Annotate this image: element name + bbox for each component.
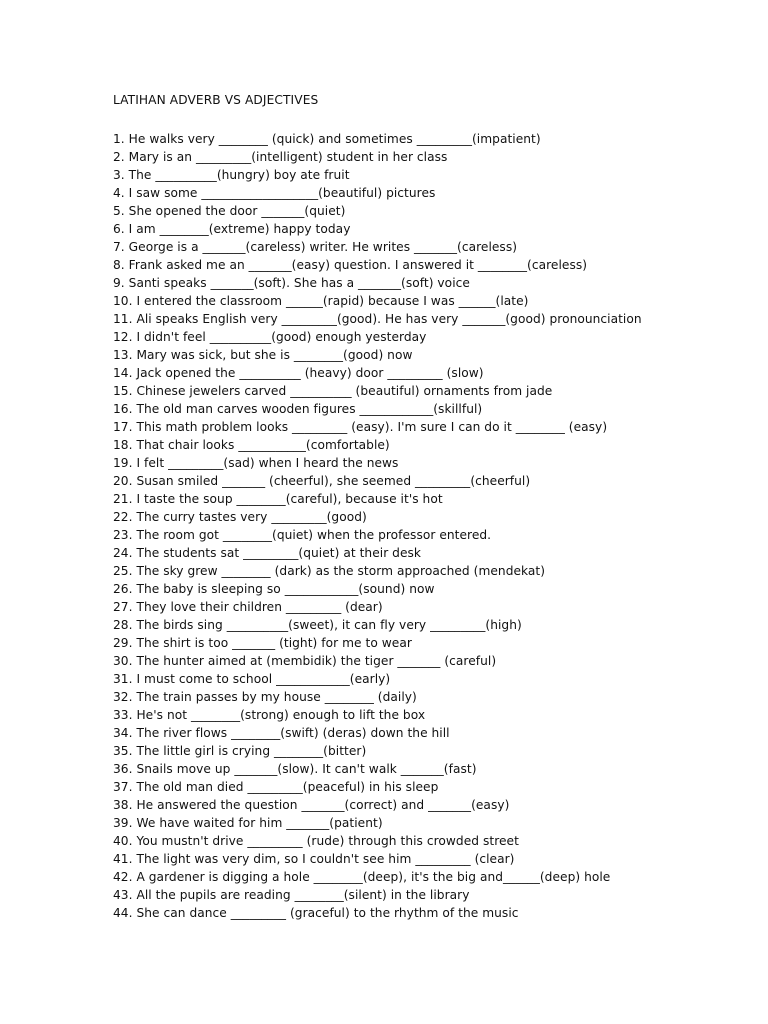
exercise-item: 18. That chair looks ___________(comfortable) <box>113 438 390 452</box>
exercise-item: 36. Snails move up _______(slow). It can't walk _______(fast) <box>113 762 477 776</box>
exercise-item: 5. She opened the door _______(quiet) <box>113 204 346 218</box>
exercise-item: 34. The river flows ________(swift) (deras) down the hill <box>113 726 450 740</box>
exercise-item: 41. The light was very dim, so I couldn't see him _________ (clear) <box>113 852 515 866</box>
exercise-item: 19. I felt _________(sad) when I heard the news <box>113 456 399 470</box>
exercise-item: 23. The room got ________(quiet) when the professor entered. <box>113 528 492 542</box>
exercise-item: 16. The old man carves wooden figures ____________(skillful) <box>113 402 483 416</box>
exercise-item: 35. The little girl is crying ________(bitter) <box>113 744 367 758</box>
exercise-item: 29. The shirt is too _______ (tight) for me to wear <box>113 636 412 650</box>
exercise-item: 27. They love their children _________ (dear) <box>113 600 383 614</box>
exercise-item: 24. The students sat _________(quiet) at their desk <box>113 546 422 560</box>
exercise-item: 3. The __________(hungry) boy ate fruit <box>113 168 350 182</box>
exercise-item: 10. I entered the classroom ______(rapid) because I was ______(late) <box>113 294 529 308</box>
exercise-item: 31. I must come to school ____________(early) <box>113 672 391 686</box>
worksheet-title: LATIHAN ADVERB VS ADJECTIVES <box>113 93 319 107</box>
exercise-item: 13. Mary was sick, but she is ________(good) now <box>113 348 413 362</box>
exercise-item: 2. Mary is an _________(intelligent) student in her class <box>113 150 448 164</box>
exercise-item: 8. Frank asked me an _______(easy) question. I answered it ________(careless) <box>113 258 588 272</box>
exercise-item: 33. He's not ________(strong) enough to lift the box <box>113 708 426 722</box>
exercise-item: 17. This math problem looks _________ (easy). I'm sure I can do it ________ (easy) <box>113 420 608 434</box>
exercise-item: 20. Susan smiled _______ (cheerful), she seemed _________(cheerful) <box>113 474 531 488</box>
exercise-item: 11. Ali speaks English very _________(good). He has very _______(good) pronounciation <box>113 312 642 326</box>
exercise-item: 30. The hunter aimed at (membidik) the tiger _______ (careful) <box>113 654 497 668</box>
exercise-item: 12. I didn't feel __________(good) enough yesterday <box>113 330 427 344</box>
exercise-item: 39. We have waited for him _______(patient) <box>113 816 383 830</box>
exercise-item: 21. I taste the soup ________(careful), because it's hot <box>113 492 443 506</box>
exercise-item: 1. He walks very ________ (quick) and sometimes _________(impatient) <box>113 132 541 146</box>
exercise-item: 43. All the pupils are reading ________(silent) in the library <box>113 888 470 902</box>
exercise-item: 37. The old man died _________(peaceful) in his sleep <box>113 780 439 794</box>
exercise-item: 32. The train passes by my house ________ (daily) <box>113 690 417 704</box>
exercise-item: 15. Chinese jewelers carved __________ (beautiful) ornaments from jade <box>113 384 553 398</box>
exercise-item: 38. He answered the question _______(correct) and _______(easy) <box>113 798 510 812</box>
exercise-item: 14. Jack opened the __________ (heavy) door _________ (slow) <box>113 366 484 380</box>
exercise-item: 44. She can dance _________ (graceful) to the rhythm of the music <box>113 906 519 920</box>
exercise-item: 28. The birds sing __________(sweet), it can fly very _________(high) <box>113 618 522 632</box>
exercise-item: 4. I saw some ___________________(beautiful) pictures <box>113 186 436 200</box>
exercise-item: 40. You mustn't drive _________ (rude) through this crowded street <box>113 834 519 848</box>
exercise-item: 42. A gardener is digging a hole ________(deep), it's the big and______(deep) hole <box>113 870 611 884</box>
exercise-item: 25. The sky grew ________ (dark) as the storm approached (mendekat) <box>113 564 546 578</box>
exercise-item: 26. The baby is sleeping so ____________(sound) now <box>113 582 435 596</box>
exercise-item: 6. I am ________(extreme) happy today <box>113 222 351 236</box>
exercise-item: 9. Santi speaks _______(soft). She has a _______(soft) voice <box>113 276 470 290</box>
exercise-item: 22. The curry tastes very _________(good) <box>113 510 367 524</box>
exercise-item: 7. George is a _______(careless) writer. He writes _______(careless) <box>113 240 518 254</box>
exercise-list <box>113 130 753 922</box>
